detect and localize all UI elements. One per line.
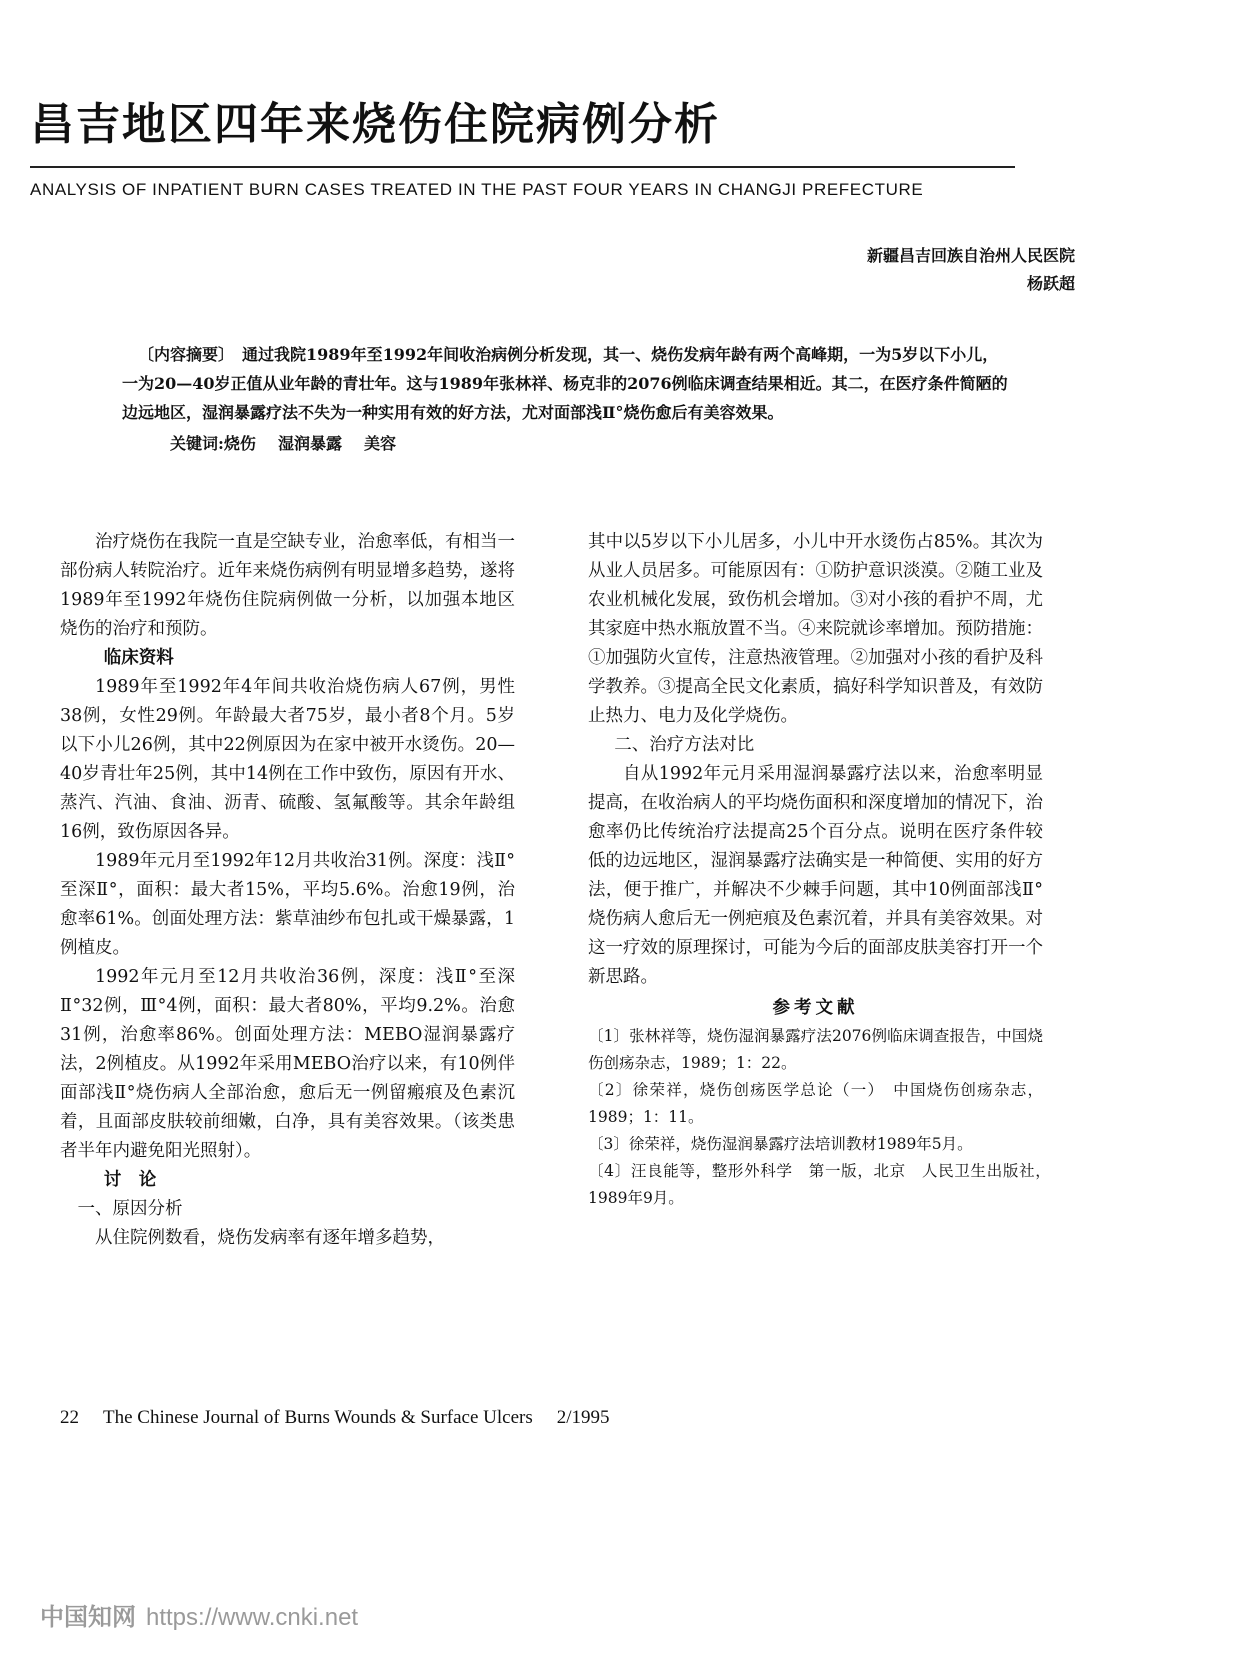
right-column: [588, 528, 1059, 1212]
body-paragraph: 自从1992年元月采用湿润暴露疗法以来，治愈率明显提高，在收治病人的平均烧伤面积和深度增加的情况下，治愈率仍比传统治疗法提高25个百分点。说明在医疗条件较低的边远地区，湿润暴露疗法确实是一种简便、实用的好方法，便于推广，并解决不少棘手问题，其中10例面部浅Ⅱ°烧伤病人愈后无一例疤痕及色素沉着，并具有美容效果。对这一疗效的原理探讨，可能为今后的面部皮肤美容打开一个新思路。: [588, 764, 1043, 987]
title-rule: [30, 166, 1015, 168]
body-paragraph: 1989年元月至1992年12月共收治31例。深度：浅Ⅱ°至深Ⅱ°，面积：最大者15%，平均5.6%。治愈19例，治愈率61%。创面处理方法：紫草油纱布包扎或干燥暴露，1例植皮。: [60, 851, 515, 958]
body-paragraph: 从住院例数看，烧伤发病率有逐年增多趋势，: [95, 1228, 445, 1248]
subsection-heading-causes: 一、原因分析: [77, 1199, 183, 1219]
watermark-name: 中国知网: [40, 1604, 136, 1631]
keyword: 烧伤: [223, 434, 256, 453]
section-heading-clinical: 临床资料: [103, 648, 174, 668]
watermark-url: https://www.cnki.net: [146, 1604, 359, 1631]
article-title: 昌吉地区四年来烧伤住院病例分析: [30, 99, 720, 150]
affiliation: 新疆昌吉回族自治州人民医院: [866, 246, 1075, 265]
abstract-paragraph: [122, 340, 1012, 427]
keyword: 湿润暴露: [277, 434, 342, 453]
author-name: 杨跃超: [1026, 274, 1075, 293]
subsection-heading-treatment: 二、治疗方法对比: [614, 735, 755, 755]
abstract-tag: 〔内容摘要〕: [138, 345, 227, 364]
abstract-text: 通过我院1989年至1992年间收治病例分析发现，其一、烧伤发病年龄有两个高峰期，一为5岁以下小儿，一为20—40岁正值从业年龄的青壮年。这与1989年张林祥、杨克非的2076例临床调查结果相近。其二，在医疗条件简陋的边远地区，湿润暴露疗法不失为一种实用有效的好方法，尤对面部浅Ⅱ°烧伤愈后有美容效果。: [122, 345, 1008, 422]
reference-item: 〔1〕张林祥等，烧伤湿润暴露疗法2076例临床调查报告，中国烧伤创疡杂志，1989；1：22。: [588, 1027, 1043, 1072]
body-paragraph: 1992年元月至12月共收治36例，深度：浅Ⅱ°至深Ⅱ°32例，Ⅲ°4例，面积：最大者80%，平均9.2%。治愈31例，治愈率86%。创面处理方法：MEBO湿润暴露疗法，2例植皮。从1992年采用MEBO治疗以来，有10例伴面部浅Ⅱ°烧伤病人全部治愈，愈后无一例留瘢痕及色素沉着，且面部皮肤较前细嫩，白净，具有美容效果。（该类患者半年内避免阳光照射）。: [60, 967, 515, 1161]
page-footer: [60, 1407, 634, 1429]
left-column: [60, 528, 515, 1253]
issue-number: 2/1995: [556, 1407, 610, 1428]
intro-paragraph: 治疗烧伤在我院一直是空缺专业，治愈率低，有相当一部份病人转院治疗。近年来烧伤病例有明显增多趋势，遂将1989年至1992年烧伤住院病例做一分析，以加强本地区烧伤的治疗和预防。: [60, 532, 515, 639]
references-heading: 参考文献: [772, 998, 859, 1018]
reference-item: 〔4〕汪良能等，整形外科学 第一版，北京 人民卫生出版社， 1989年9月。: [588, 1162, 1059, 1207]
abstract: [122, 340, 1012, 458]
body-paragraph: 1989年至1992年4年间共收治烧伤病人67例，男性38例，女性29例。年龄最大者75岁，最小者8个月。5岁以下小儿26例，其中22例原因为在家中被开水烫伤。20—40岁青壮年25例，其中14例在工作中致伤，原因有开水、蒸汽、汽油、食油、沥青、硫酸、氢氟酸等。其余年龄组16例，致伤原因各异。: [60, 677, 515, 842]
section-heading-discussion: 讨 论: [103, 1170, 157, 1190]
keywords-label: 关键词:: [170, 434, 224, 453]
cnki-watermark: [40, 1597, 358, 1632]
keyword: 美容: [363, 434, 396, 453]
page-number: 22: [60, 1407, 79, 1428]
reference-item: 〔3〕徐荣祥，烧伤湿润暴露疗法培训教材1989年5月。: [588, 1135, 973, 1153]
english-title: ANALYSIS OF INPATIENT BURN CASES TREATED IN THE PAST FOUR YEARS IN CHANGJI PREFECTURE: [30, 180, 924, 199]
body-paragraph: 其中以5岁以下小儿居多，小儿中开水烫伤占85%。其次为从业人员居多。可能原因有：①防护意识淡漠。②随工业及农业机械化发展，致伤机会增加。③对小孩的看护不周，尤其家庭中热水瓶放置不当。④来院就诊率增加。预防措施：①加强防火宣传，注意热液管理。②加强对小孩的看护及科学教养。③提高全民文化素质，搞好科学知识普及，有效防止热力、电力及化学烧伤。: [588, 532, 1043, 726]
journal-name: The Chinese Journal of Burns Wounds & Surface Ulcers: [103, 1407, 533, 1428]
reference-item: 〔2〕徐荣祥，烧伤创疡医学总论（一） 中国烧伤创疡杂志，1989；1：11。: [588, 1081, 1043, 1126]
keywords: [122, 429, 1012, 458]
author-block: [867, 242, 1075, 298]
